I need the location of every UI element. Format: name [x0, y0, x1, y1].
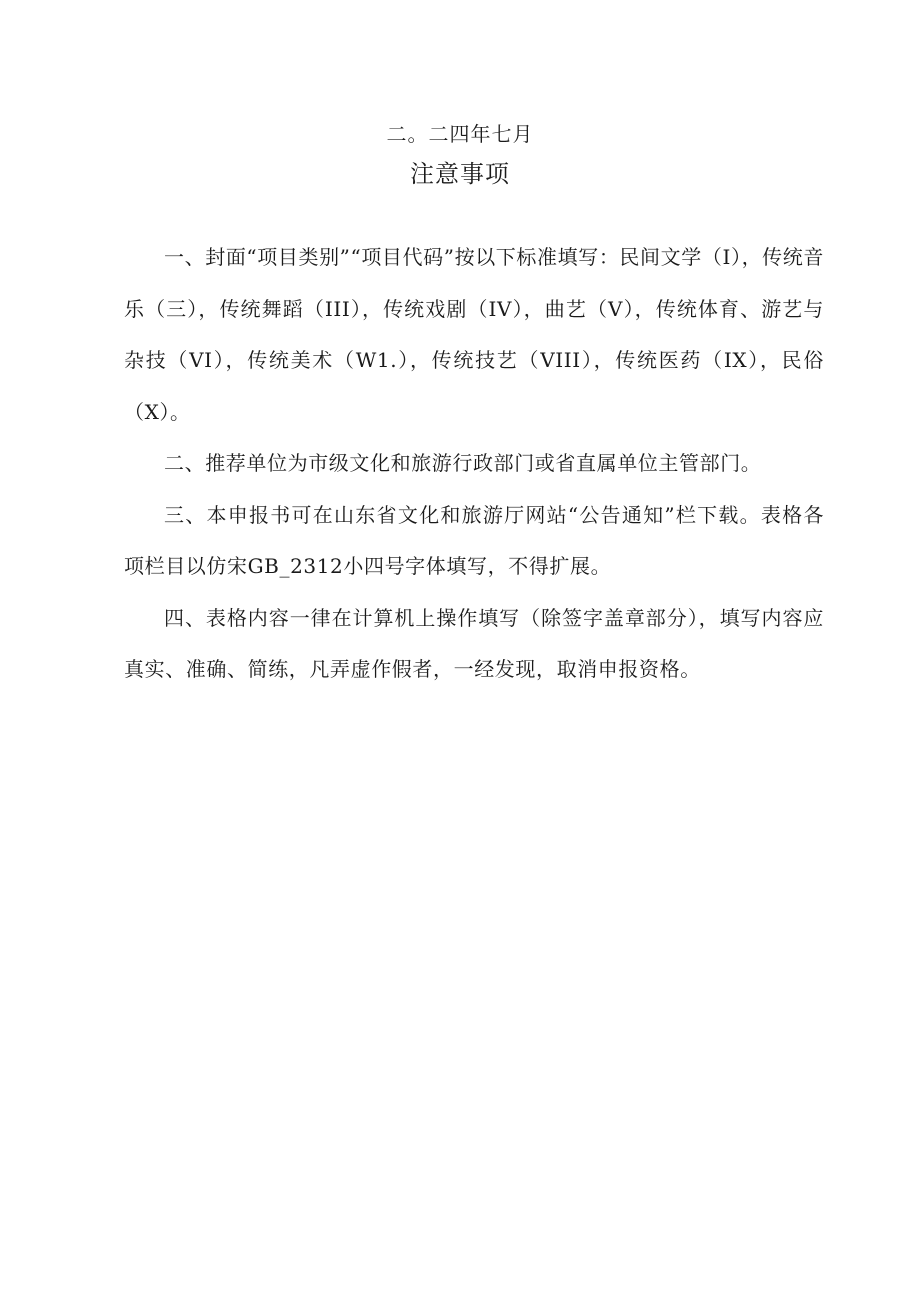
- notice-item-4: 四、表格内容一律在计算机上操作填写（除签字盖章部分），填写内容应真实、准确、简练，凡弄虚作假者，一经发现，取消申报资格。: [124, 605, 824, 681]
- notice-body: [124, 232, 824, 696]
- notice-item-1: 一、封面“项目类别”“项目代码”按以下标准填写：民间文学（I），传统音乐（三），传统舞蹈（III），传统戏剧（IV），曲艺（V），传统体育、游艺与杂技（VI），传统美术（W1.），传统技艺（VIII），传统医药（IX），民俗（X）。: [124, 245, 824, 424]
- notice-item-3: 三、本申报书可在山东省文化和旅游厅网站“公告通知”栏下载。表格各项栏目以仿宋GB_2312小四号字体填写，不得扩展。: [124, 502, 824, 578]
- document-date: 二。二四年七月: [386, 122, 534, 146]
- page-title: 注意事项: [410, 160, 510, 188]
- notice-item-2: 二、推荐单位为市级文化和旅游行政部门或省直属单位主管部门。: [164, 451, 762, 475]
